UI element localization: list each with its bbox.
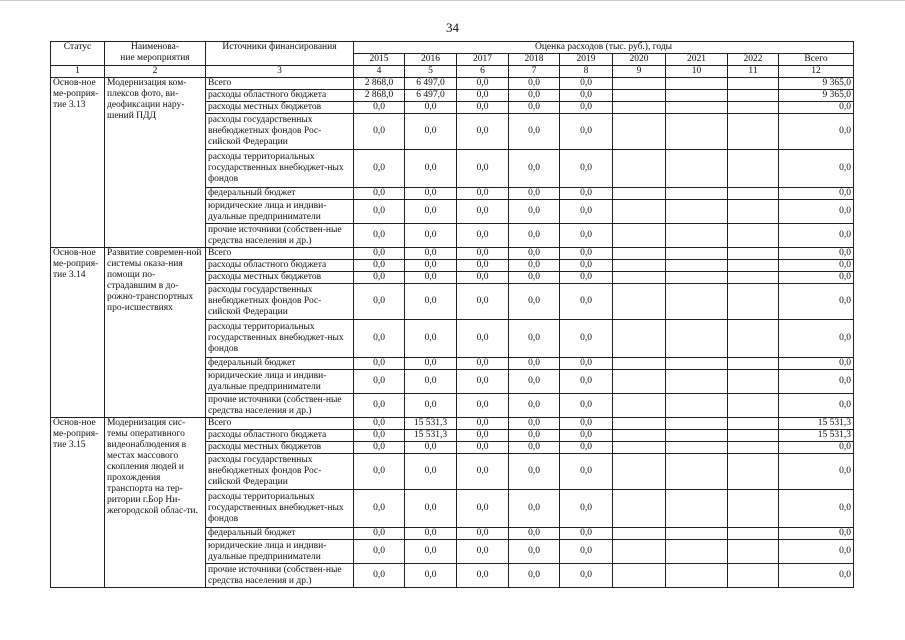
funding-source: федеральный бюджет bbox=[206, 528, 354, 540]
value-2015: 0,0 bbox=[354, 114, 405, 150]
value-2018: 0,0 bbox=[509, 272, 560, 284]
value-2016: 0,0 bbox=[405, 150, 457, 188]
value-2018: 0,0 bbox=[509, 418, 560, 430]
funding-source: расходы местных бюджетов bbox=[206, 442, 354, 454]
value-2016: 6 497,0 bbox=[405, 78, 457, 90]
header-status: Статус bbox=[51, 42, 105, 66]
value-2019: 0,0 bbox=[560, 320, 613, 358]
column-number-1: 1 bbox=[51, 66, 105, 78]
value-2022 bbox=[728, 260, 779, 272]
value-2022 bbox=[728, 528, 779, 540]
value-2019: 0,0 bbox=[560, 188, 613, 200]
value-2019: 0,0 bbox=[560, 454, 613, 490]
value-2018: 0,0 bbox=[509, 320, 560, 358]
value-2020 bbox=[613, 540, 666, 564]
value-2017: 0,0 bbox=[457, 102, 509, 114]
value-2019: 0,0 bbox=[560, 430, 613, 442]
section-name: Модернизация сис-темы оперативного видеонаблюдения в местах массового скопления людей и прохождения транспорта на тер-ритории г.Бор Ни-жегородской облас-ти. bbox=[105, 418, 206, 588]
value-2016: 15 531,3 bbox=[405, 418, 457, 430]
value-2022 bbox=[728, 200, 779, 224]
value-2016: 0,0 bbox=[405, 370, 457, 394]
value-2020 bbox=[613, 358, 666, 370]
value-2019: 0,0 bbox=[560, 564, 613, 588]
top-rule bbox=[0, 0, 905, 1]
value-2017: 0,0 bbox=[457, 490, 509, 528]
value-total: 0,0 bbox=[779, 272, 854, 284]
value-2020 bbox=[613, 490, 666, 528]
value-2015: 0,0 bbox=[354, 200, 405, 224]
header-name-line1: Наименова- bbox=[131, 42, 179, 52]
value-2022 bbox=[728, 442, 779, 454]
value-2017: 0,0 bbox=[457, 188, 509, 200]
value-2021 bbox=[666, 260, 728, 272]
value-2016: 0,0 bbox=[405, 284, 457, 320]
value-2015: 0,0 bbox=[354, 188, 405, 200]
funding-source: расходы государственных внебюджетных фондов Рос-сийской Федерации bbox=[206, 114, 354, 150]
value-2022 bbox=[728, 454, 779, 490]
value-2021 bbox=[666, 320, 728, 358]
value-2022 bbox=[728, 78, 779, 90]
value-total: 0,0 bbox=[779, 564, 854, 588]
value-2015: 0,0 bbox=[354, 528, 405, 540]
value-2019: 0,0 bbox=[560, 528, 613, 540]
value-2021 bbox=[666, 224, 728, 248]
value-2017: 0,0 bbox=[457, 150, 509, 188]
value-2019: 0,0 bbox=[560, 114, 613, 150]
value-2015: 0,0 bbox=[354, 540, 405, 564]
funding-source: прочие источники (собствен-ные средства населения и др.) bbox=[206, 224, 354, 248]
value-2016: 0,0 bbox=[405, 224, 457, 248]
column-number-3: 3 bbox=[206, 66, 354, 78]
value-2016: 0,0 bbox=[405, 490, 457, 528]
value-total: 0,0 bbox=[779, 528, 854, 540]
value-2019: 0,0 bbox=[560, 78, 613, 90]
value-2017: 0,0 bbox=[457, 394, 509, 418]
column-number-7: 7 bbox=[509, 66, 560, 78]
value-2019: 0,0 bbox=[560, 284, 613, 320]
value-total: 0,0 bbox=[779, 248, 854, 260]
value-2020 bbox=[613, 200, 666, 224]
value-2017: 0,0 bbox=[457, 260, 509, 272]
value-2015: 0,0 bbox=[354, 394, 405, 418]
value-2015: 0,0 bbox=[354, 320, 405, 358]
value-2015: 0,0 bbox=[354, 150, 405, 188]
value-2018: 0,0 bbox=[509, 188, 560, 200]
value-2019: 0,0 bbox=[560, 490, 613, 528]
value-2020 bbox=[613, 248, 666, 260]
funding-source: федеральный бюджет bbox=[206, 188, 354, 200]
value-2015: 0,0 bbox=[354, 358, 405, 370]
financing-table bbox=[50, 41, 854, 588]
value-2019: 0,0 bbox=[560, 150, 613, 188]
value-2021 bbox=[666, 490, 728, 528]
value-2018: 0,0 bbox=[509, 394, 560, 418]
header-name bbox=[105, 42, 206, 66]
funding-source: юридические лица и индиви-дуальные предприниматели bbox=[206, 200, 354, 224]
value-2017: 0,0 bbox=[457, 418, 509, 430]
value-2021 bbox=[666, 200, 728, 224]
value-total: 0,0 bbox=[779, 394, 854, 418]
header-year-2017: 2017 bbox=[457, 54, 509, 66]
value-2022 bbox=[728, 102, 779, 114]
value-2020 bbox=[613, 150, 666, 188]
column-number-10: 10 bbox=[666, 66, 728, 78]
value-total: 0,0 bbox=[779, 260, 854, 272]
table-row bbox=[51, 248, 854, 260]
value-2021 bbox=[666, 418, 728, 430]
value-2015: 0,0 bbox=[354, 430, 405, 442]
value-2018: 0,0 bbox=[509, 564, 560, 588]
column-number-11: 11 bbox=[728, 66, 779, 78]
value-2017: 0,0 bbox=[457, 430, 509, 442]
value-2018: 0,0 bbox=[509, 430, 560, 442]
value-total: 15 531,3 bbox=[779, 430, 854, 442]
value-total: 0,0 bbox=[779, 200, 854, 224]
value-2016: 15 531,3 bbox=[405, 430, 457, 442]
value-2020 bbox=[613, 78, 666, 90]
value-2018: 0,0 bbox=[509, 78, 560, 90]
value-2022 bbox=[728, 150, 779, 188]
value-2018: 0,0 bbox=[509, 248, 560, 260]
value-total: 0,0 bbox=[779, 114, 854, 150]
value-2019: 0,0 bbox=[560, 200, 613, 224]
value-2022 bbox=[728, 224, 779, 248]
value-2019: 0,0 bbox=[560, 272, 613, 284]
value-2018: 0,0 bbox=[509, 540, 560, 564]
value-2018: 0,0 bbox=[509, 224, 560, 248]
value-2016: 0,0 bbox=[405, 114, 457, 150]
value-2016: 0,0 bbox=[405, 528, 457, 540]
value-2016: 6 497,0 bbox=[405, 90, 457, 102]
value-2021 bbox=[666, 78, 728, 90]
funding-source: Всего bbox=[206, 418, 354, 430]
value-2015: 0,0 bbox=[354, 418, 405, 430]
value-2015: 0,0 bbox=[354, 248, 405, 260]
value-total: 9 365,0 bbox=[779, 78, 854, 90]
value-2015: 0,0 bbox=[354, 370, 405, 394]
value-total: 0,0 bbox=[779, 490, 854, 528]
header-year-total: Всего bbox=[779, 54, 854, 66]
value-2020 bbox=[613, 320, 666, 358]
value-2017: 0,0 bbox=[457, 284, 509, 320]
header-estimate: Оценка расходов (тыс. руб.), годы bbox=[354, 42, 854, 54]
value-2017: 0,0 bbox=[457, 528, 509, 540]
value-2017: 0,0 bbox=[457, 442, 509, 454]
funding-source: расходы областного бюджета bbox=[206, 260, 354, 272]
value-2021 bbox=[666, 528, 728, 540]
value-total: 0,0 bbox=[779, 188, 854, 200]
value-2022 bbox=[728, 430, 779, 442]
header-year-2018: 2018 bbox=[509, 54, 560, 66]
value-2021 bbox=[666, 564, 728, 588]
section-status: Основ-ное ме-роприя-тие 3.14 bbox=[51, 248, 105, 418]
value-2016: 0,0 bbox=[405, 394, 457, 418]
value-2017: 0,0 bbox=[457, 454, 509, 490]
funding-source: расходы государственных внебюджетных фондов Рос-сийской Федерации bbox=[206, 454, 354, 490]
column-number-9: 9 bbox=[613, 66, 666, 78]
value-2017: 0,0 bbox=[457, 564, 509, 588]
header-year-2021: 2021 bbox=[666, 54, 728, 66]
funding-source: расходы территориальных государственных внебюджет-ных фондов bbox=[206, 150, 354, 188]
funding-source: расходы областного бюджета bbox=[206, 430, 354, 442]
value-2017: 0,0 bbox=[457, 358, 509, 370]
value-2022 bbox=[728, 358, 779, 370]
value-2015: 0,0 bbox=[354, 284, 405, 320]
column-number-5: 5 bbox=[405, 66, 457, 78]
funding-source: юридические лица и индиви-дуальные предприниматели bbox=[206, 370, 354, 394]
value-total: 0,0 bbox=[779, 454, 854, 490]
value-2017: 0,0 bbox=[457, 320, 509, 358]
value-2017: 0,0 bbox=[457, 248, 509, 260]
value-2020 bbox=[613, 102, 666, 114]
value-2018: 0,0 bbox=[509, 490, 560, 528]
value-2020 bbox=[613, 114, 666, 150]
value-2021 bbox=[666, 358, 728, 370]
value-2018: 0,0 bbox=[509, 442, 560, 454]
value-2021 bbox=[666, 284, 728, 320]
table-row bbox=[51, 78, 854, 90]
value-2019: 0,0 bbox=[560, 540, 613, 564]
value-2016: 0,0 bbox=[405, 454, 457, 490]
value-total: 0,0 bbox=[779, 284, 854, 320]
value-total: 0,0 bbox=[779, 442, 854, 454]
value-2022 bbox=[728, 540, 779, 564]
value-2021 bbox=[666, 248, 728, 260]
funding-source: прочие источники (собствен-ные средства населения и др.) bbox=[206, 564, 354, 588]
value-2016: 0,0 bbox=[405, 540, 457, 564]
header-year-2016: 2016 bbox=[405, 54, 457, 66]
value-2021 bbox=[666, 150, 728, 188]
value-total: 0,0 bbox=[779, 370, 854, 394]
page-number: 34 bbox=[446, 20, 459, 35]
section-name: Модернизация ком-плексов фото, ви-деофиксации нару-шений ПДД bbox=[105, 78, 206, 248]
value-2017: 0,0 bbox=[457, 224, 509, 248]
value-2020 bbox=[613, 394, 666, 418]
value-2015: 0,0 bbox=[354, 454, 405, 490]
value-total: 0,0 bbox=[779, 224, 854, 248]
value-2022 bbox=[728, 114, 779, 150]
value-2022 bbox=[728, 370, 779, 394]
value-2022 bbox=[728, 284, 779, 320]
value-2018: 0,0 bbox=[509, 102, 560, 114]
header-year-2015: 2015 bbox=[354, 54, 405, 66]
value-2019: 0,0 bbox=[560, 394, 613, 418]
column-number-8: 8 bbox=[560, 66, 613, 78]
funding-source: федеральный бюджет bbox=[206, 358, 354, 370]
value-2019: 0,0 bbox=[560, 418, 613, 430]
value-2020 bbox=[613, 284, 666, 320]
funding-source: Всего bbox=[206, 248, 354, 260]
funding-source: расходы территориальных государственных внебюджет-ных фондов bbox=[206, 320, 354, 358]
funding-source: расходы государственных внебюджетных фондов Рос-сийской Федерации bbox=[206, 284, 354, 320]
funding-source: Всего bbox=[206, 78, 354, 90]
value-2019: 0,0 bbox=[560, 102, 613, 114]
value-2020 bbox=[613, 272, 666, 284]
value-2020 bbox=[613, 188, 666, 200]
value-2018: 0,0 bbox=[509, 200, 560, 224]
value-2022 bbox=[728, 490, 779, 528]
value-2017: 0,0 bbox=[457, 78, 509, 90]
value-2020 bbox=[613, 260, 666, 272]
value-2015: 0,0 bbox=[354, 272, 405, 284]
value-2020 bbox=[613, 418, 666, 430]
value-2020 bbox=[613, 528, 666, 540]
value-2020 bbox=[613, 564, 666, 588]
value-2021 bbox=[666, 272, 728, 284]
header-sources: Источники финансирования bbox=[206, 42, 354, 66]
value-total: 0,0 bbox=[779, 102, 854, 114]
value-2021 bbox=[666, 430, 728, 442]
value-2019: 0,0 bbox=[560, 260, 613, 272]
value-2020 bbox=[613, 224, 666, 248]
value-2016: 0,0 bbox=[405, 442, 457, 454]
value-2021 bbox=[666, 394, 728, 418]
section-name: Развитие современ-ной системы оказа-ния помощи по-страдавшим в до-рожно-транспортных про-исшествиях bbox=[105, 248, 206, 418]
value-2016: 0,0 bbox=[405, 320, 457, 358]
value-2022 bbox=[728, 248, 779, 260]
value-2022 bbox=[728, 272, 779, 284]
value-2016: 0,0 bbox=[405, 358, 457, 370]
value-2015: 2 868,0 bbox=[354, 78, 405, 90]
value-2018: 0,0 bbox=[509, 358, 560, 370]
value-2018: 0,0 bbox=[509, 528, 560, 540]
column-number-6: 6 bbox=[457, 66, 509, 78]
value-total: 0,0 bbox=[779, 150, 854, 188]
value-2022 bbox=[728, 188, 779, 200]
value-total: 0,0 bbox=[779, 320, 854, 358]
value-2017: 0,0 bbox=[457, 370, 509, 394]
value-2018: 0,0 bbox=[509, 454, 560, 490]
value-2021 bbox=[666, 114, 728, 150]
value-2016: 0,0 bbox=[405, 200, 457, 224]
value-2017: 0,0 bbox=[457, 200, 509, 224]
value-2018: 0,0 bbox=[509, 150, 560, 188]
value-2022 bbox=[728, 418, 779, 430]
value-2022 bbox=[728, 90, 779, 102]
column-number-2: 2 bbox=[105, 66, 206, 78]
value-2016: 0,0 bbox=[405, 188, 457, 200]
funding-source: расходы территориальных государственных внебюджет-ных фондов bbox=[206, 490, 354, 528]
value-2021 bbox=[666, 454, 728, 490]
funding-source: юридические лица и индиви-дуальные предприниматели bbox=[206, 540, 354, 564]
table-row bbox=[51, 418, 854, 430]
column-number-12: 12 bbox=[779, 66, 854, 78]
funding-source: расходы областного бюджета bbox=[206, 90, 354, 102]
value-2017: 0,0 bbox=[457, 90, 509, 102]
value-total: 0,0 bbox=[779, 358, 854, 370]
value-2018: 0,0 bbox=[509, 114, 560, 150]
value-2021 bbox=[666, 442, 728, 454]
value-2022 bbox=[728, 320, 779, 358]
value-2015: 0,0 bbox=[354, 564, 405, 588]
funding-source: расходы местных бюджетов bbox=[206, 102, 354, 114]
value-2015: 0,0 bbox=[354, 102, 405, 114]
header-year-2022: 2022 bbox=[728, 54, 779, 66]
value-2020 bbox=[613, 442, 666, 454]
value-2018: 0,0 bbox=[509, 284, 560, 320]
value-2017: 0,0 bbox=[457, 540, 509, 564]
value-2019: 0,0 bbox=[560, 358, 613, 370]
section-status: Основ-ное ме-роприя-тие 3.13 bbox=[51, 78, 105, 248]
value-2020 bbox=[613, 370, 666, 394]
header-year-2019: 2019 bbox=[560, 54, 613, 66]
value-2015: 0,0 bbox=[354, 224, 405, 248]
value-2018: 0,0 bbox=[509, 370, 560, 394]
value-2020 bbox=[613, 430, 666, 442]
value-2019: 0,0 bbox=[560, 248, 613, 260]
value-2017: 0,0 bbox=[457, 272, 509, 284]
value-2020 bbox=[613, 90, 666, 102]
value-2022 bbox=[728, 394, 779, 418]
value-2016: 0,0 bbox=[405, 564, 457, 588]
value-2021 bbox=[666, 370, 728, 394]
value-2015: 0,0 bbox=[354, 442, 405, 454]
value-2022 bbox=[728, 564, 779, 588]
value-2018: 0,0 bbox=[509, 260, 560, 272]
funding-source: прочие источники (собствен-ные средства населения и др.) bbox=[206, 394, 354, 418]
value-2015: 2 868,0 bbox=[354, 90, 405, 102]
section-status: Основ-ное ме-роприя-тие 3.15 bbox=[51, 418, 105, 588]
value-2016: 0,0 bbox=[405, 260, 457, 272]
funding-source: расходы местных бюджетов bbox=[206, 272, 354, 284]
value-2017: 0,0 bbox=[457, 114, 509, 150]
value-2016: 0,0 bbox=[405, 272, 457, 284]
value-total: 15 531,3 bbox=[779, 418, 854, 430]
value-2019: 0,0 bbox=[560, 370, 613, 394]
value-2021 bbox=[666, 540, 728, 564]
value-2021 bbox=[666, 90, 728, 102]
header-year-2020: 2020 bbox=[613, 54, 666, 66]
value-total: 9 365,0 bbox=[779, 90, 854, 102]
value-2016: 0,0 bbox=[405, 248, 457, 260]
value-2020 bbox=[613, 454, 666, 490]
header-name-line2: ние мероприятия bbox=[120, 53, 190, 63]
value-2019: 0,0 bbox=[560, 224, 613, 248]
value-2021 bbox=[666, 188, 728, 200]
value-2021 bbox=[666, 102, 728, 114]
value-total: 0,0 bbox=[779, 540, 854, 564]
value-2019: 0,0 bbox=[560, 442, 613, 454]
value-2018: 0,0 bbox=[509, 90, 560, 102]
column-number-4: 4 bbox=[354, 66, 405, 78]
value-2016: 0,0 bbox=[405, 102, 457, 114]
value-2019: 0,0 bbox=[560, 90, 613, 102]
value-2015: 0,0 bbox=[354, 490, 405, 528]
value-2015: 0,0 bbox=[354, 260, 405, 272]
